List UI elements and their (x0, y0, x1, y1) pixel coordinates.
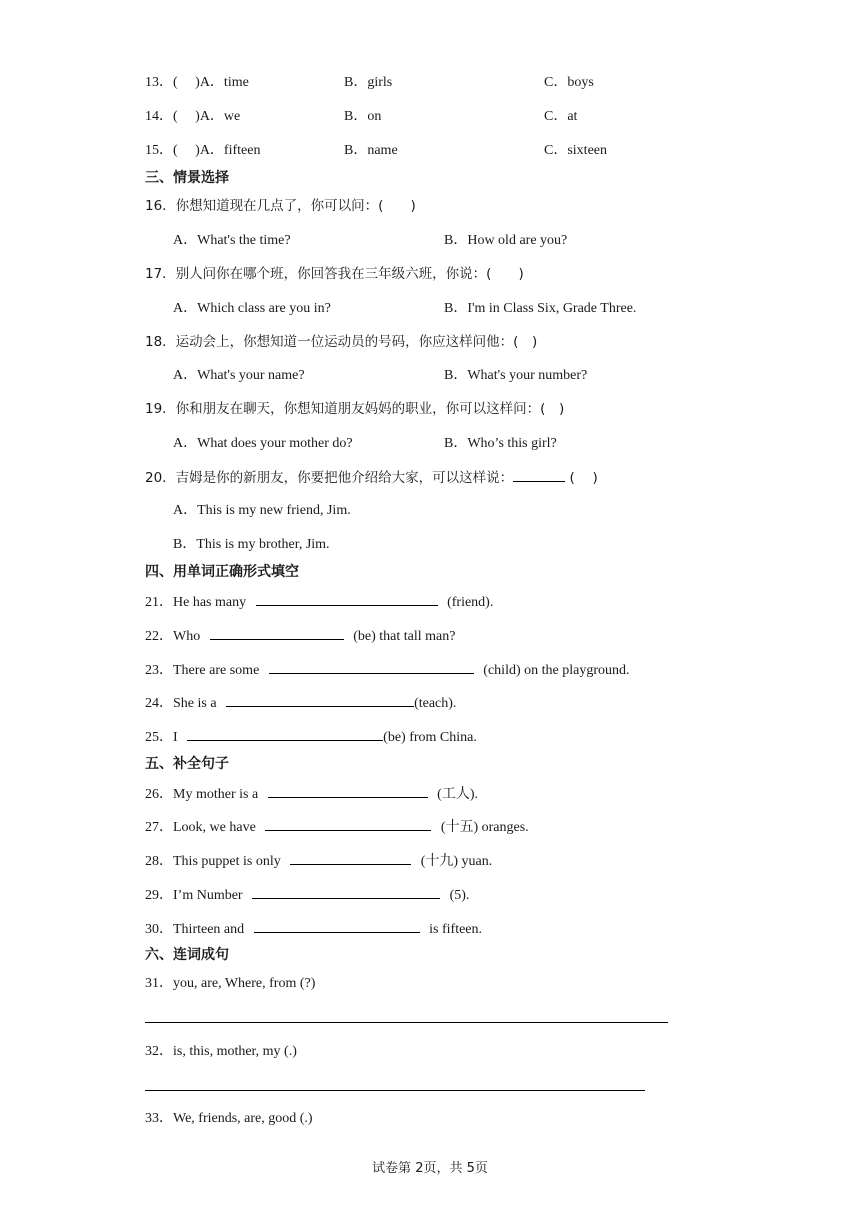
q24-answer-blank[interactable] (226, 693, 414, 707)
q15-option-c: C．sixteen (544, 143, 607, 158)
q31-answer-line[interactable] (145, 1022, 668, 1023)
q25-answer-blank[interactable] (187, 727, 383, 741)
page-footer: 试卷第 2页，共 5页 (372, 1161, 488, 1176)
q23 (145, 660, 629, 680)
q23-suffix: (child) on the playground. (483, 663, 630, 678)
q16-option-a: A．What's the time? (173, 233, 291, 248)
q20-stem-text: 20．吉姆是你的新朋友，你要把他介绍给大家，可以这样说： (145, 470, 514, 486)
q17-option-a: A．Which class are you in? (173, 301, 331, 316)
section-4-heading: 四、用单词正确形式填空 (145, 564, 299, 580)
q31-stem: 31．you, are, Where, from (?) (145, 976, 316, 991)
q26-prefix: 26．My mother is a (145, 787, 259, 802)
q32-answer-line[interactable] (145, 1090, 645, 1091)
q26 (145, 784, 478, 804)
q24-suffix: (teach). (414, 696, 457, 711)
q20-answer-blank[interactable] (513, 468, 565, 482)
q22 (145, 626, 455, 646)
q29-prefix: 29．I’m Number (145, 888, 243, 903)
q27-answer-blank[interactable] (265, 817, 431, 831)
q27-prefix: 27．Look, we have (145, 820, 256, 835)
q14-option-b: B．on (344, 109, 382, 124)
q13-option-b: B．girls (344, 75, 393, 90)
q19-option-a: A．What does your mother do? (173, 436, 353, 451)
q15-option-b: B．name (344, 143, 398, 158)
q30-suffix: is fifteen. (429, 922, 483, 937)
q28-answer-blank[interactable] (290, 851, 411, 865)
section-3-heading: 三、情景选择 (145, 170, 229, 186)
q20-option-a: A．This is my new friend, Jim. (173, 503, 351, 518)
q33-stem: 33．We, friends, are, good (.) (145, 1111, 313, 1126)
q20-paren: ( ) (569, 470, 598, 486)
q21 (145, 592, 493, 612)
q25-suffix: (be) from China. (383, 730, 477, 745)
q24-prefix: 24．She is a (145, 696, 217, 711)
q30-answer-blank[interactable] (254, 919, 420, 933)
q27 (145, 817, 529, 837)
q18-option-b: B．What's your number? (444, 368, 588, 383)
q26-suffix: (工人). (437, 787, 478, 802)
q22-suffix: (be) that tall man? (353, 629, 456, 644)
section-5-heading: 五、补全句子 (145, 756, 229, 772)
q19-stem: 19．你和朋友在聊天，你想知道朋友妈妈的职业，你可以这样问：( ) (145, 401, 565, 417)
q21-suffix: (friend). (447, 595, 494, 610)
q22-prefix: 22．Who (145, 629, 201, 644)
q20-option-b: B．This is my brother, Jim. (173, 537, 330, 552)
q25 (145, 727, 477, 747)
q30 (145, 919, 482, 939)
q29 (145, 885, 469, 905)
q19-option-b: B．Who’s this girl? (444, 436, 557, 451)
q28 (145, 851, 492, 871)
q14-option-c: C．at (544, 109, 578, 124)
q30-prefix: 30．Thirteen and (145, 922, 245, 937)
q15-stem: 15．( )A．fifteen (145, 143, 261, 158)
q29-answer-blank[interactable] (252, 885, 440, 899)
q32-stem: 32．is, this, mother, my (.) (145, 1044, 297, 1059)
q16-stem: 16．你想知道现在几点了，你可以问：( ) (145, 198, 416, 214)
q21-prefix: 21．He has many (145, 595, 247, 610)
q28-suffix: (十九) yuan. (420, 854, 493, 869)
q25-prefix: 25．I (145, 730, 178, 745)
q24 (145, 693, 456, 713)
q13-option-c: C．boys (544, 75, 594, 90)
q28-prefix: 28．This puppet is only (145, 854, 281, 869)
q18-stem: 18．运动会上，你想知道一位运动员的号码，你应这样问他：( ) (145, 334, 538, 350)
q16-option-b: B．How old are you? (444, 233, 568, 248)
q23-prefix: 23．There are some (145, 663, 260, 678)
q27-suffix: (十五) oranges. (440, 820, 529, 835)
q14-stem: 14．( )A．we (145, 109, 241, 124)
section-6-heading: 六、连词成句 (145, 947, 229, 963)
q29-suffix: (5). (449, 888, 470, 903)
q18-option-a: A．What's your name? (173, 368, 305, 383)
q26-answer-blank[interactable] (268, 784, 428, 798)
q17-stem: 17．别人问你在哪个班，你回答我在三年级六班，你说：( ) (145, 266, 524, 282)
q17-option-b: B．I'm in Class Six, Grade Three. (444, 301, 637, 316)
q13-stem: 13．( )A．time (145, 75, 249, 90)
q20-stem (145, 468, 598, 487)
q23-answer-blank[interactable] (269, 660, 474, 674)
q22-answer-blank[interactable] (210, 626, 344, 640)
q21-answer-blank[interactable] (256, 592, 438, 606)
